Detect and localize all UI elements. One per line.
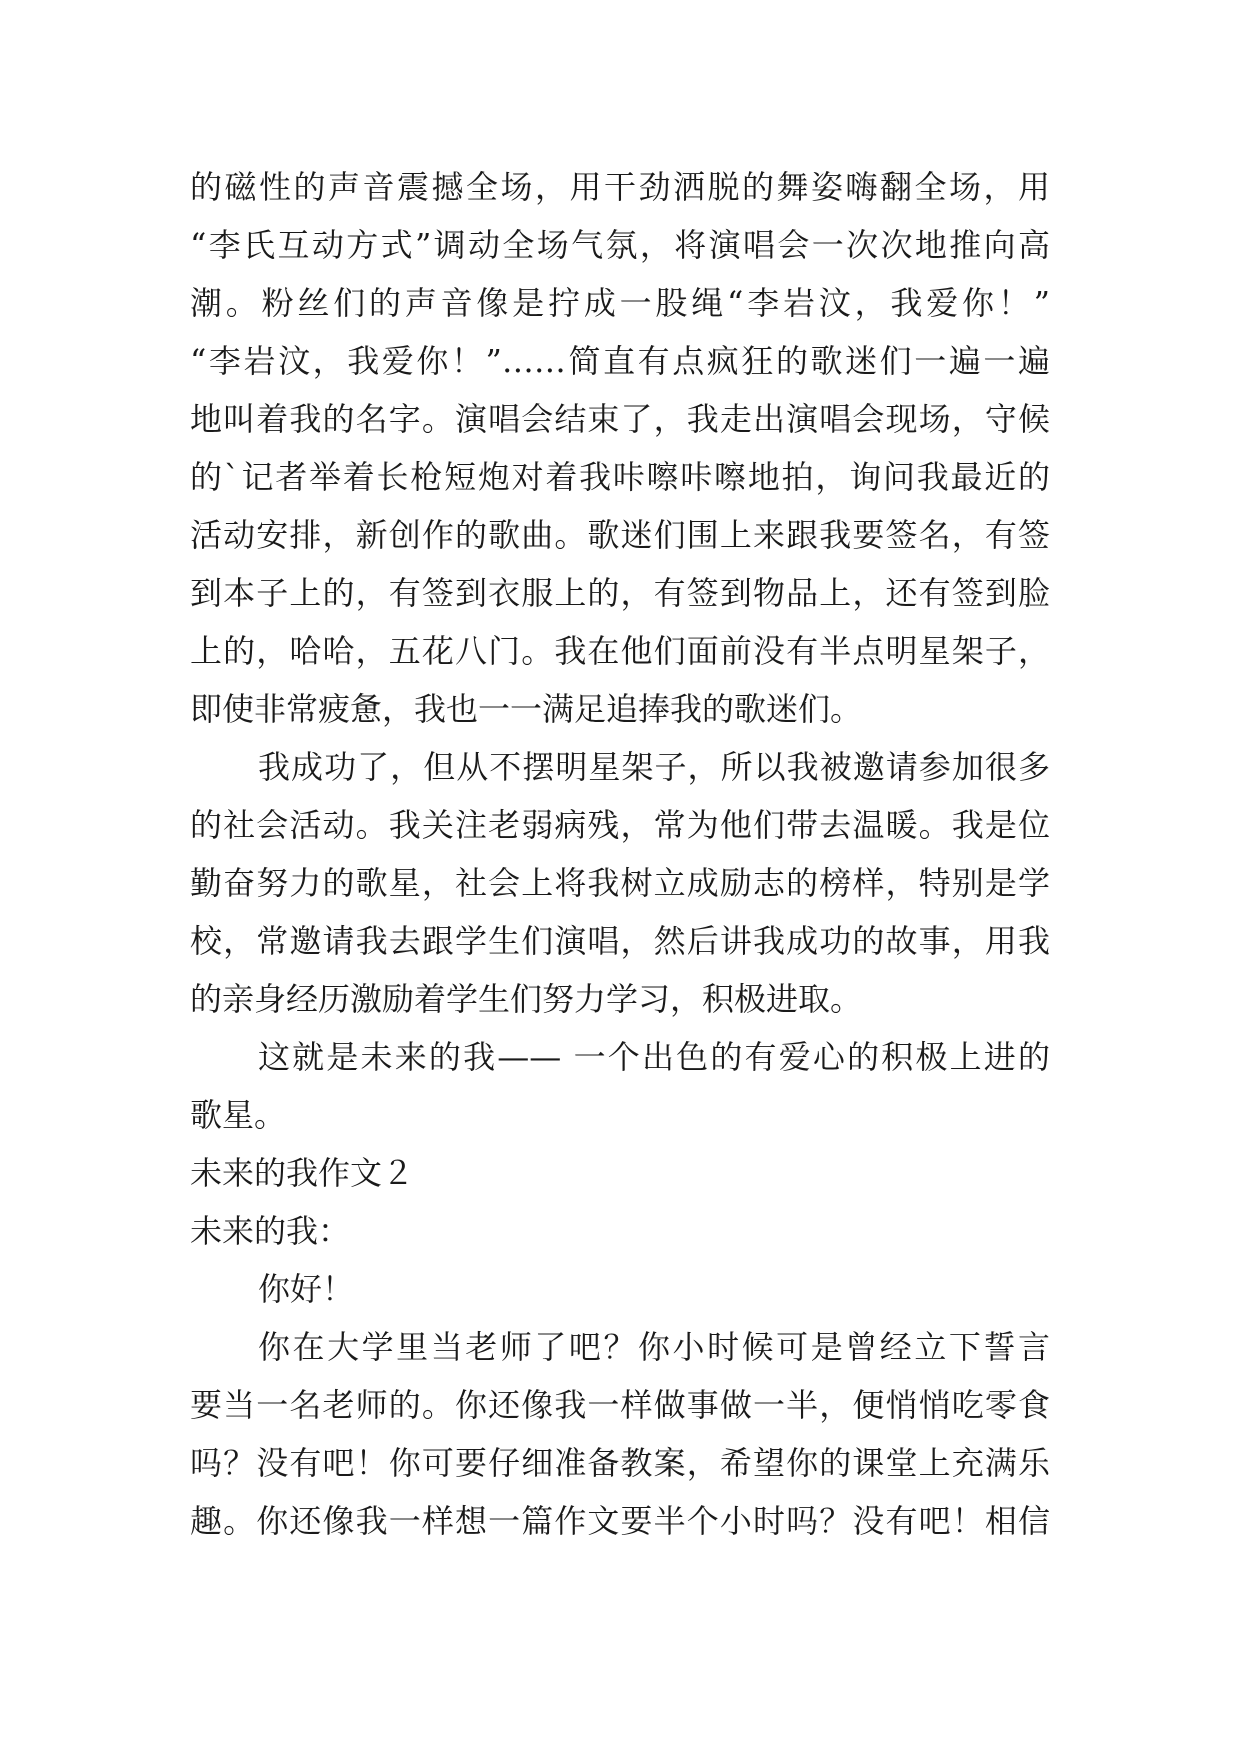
letter-greeting: 你好！: [258, 1270, 355, 1308]
text-line: 的磁性的声音震撼全场，用干劲洒脱的舞姿嗨翻全场，用: [190, 168, 1050, 206]
text-line: 趣。你还像我一样想一篇作文要半个小时吗？没有吧！相信: [190, 1502, 1050, 1540]
text-line: 的`记者举着长枪短炮对着我咔嚓咔嚓地拍，询问我最近的: [190, 458, 1050, 496]
text-line: 到本子上的，有签到衣服上的，有签到物品上，还有签到脸: [190, 574, 1050, 612]
text-line: 校，常邀请我去跟学生们演唱，然后讲我成功的故事，用我: [190, 922, 1050, 960]
text-line: 要当一名老师的。你还像我一样做事做一半，便悄悄吃零食: [190, 1386, 1050, 1424]
paragraph-first-line: 你在大学里当老师了吧？你小时候可是曾经立下誓言: [258, 1328, 1050, 1366]
section-heading: 未来的我作文２: [190, 1154, 415, 1192]
text-line: “李岩汶，我爱你！”……简直有点疯狂的歌迷们一遍一遍: [190, 342, 1050, 380]
text-line: 吗？没有吧！你可要仔细准备教案，希望你的课堂上充满乐: [190, 1444, 1050, 1482]
text-line: 活动安排，新创作的歌曲。歌迷们围上来跟我要签名，有签: [190, 516, 1050, 554]
text-line: 上的，哈哈，五花八门。我在他们面前没有半点明星架子，: [190, 632, 1050, 670]
paragraph-first-line: 我成功了，但从不摆明星架子，所以我被邀请参加很多: [258, 748, 1050, 786]
text-line: 即使非常疲惫，我也一一满足追捧我的歌迷们。: [190, 690, 863, 728]
text-line: 地叫着我的名字。演唱会结束了，我走出演唱会现场，守候: [190, 400, 1050, 438]
paragraph-first-line: 这就是未来的我—— 一个出色的有爱心的积极上进的: [258, 1038, 1050, 1076]
text-line: 潮。粉丝们的声音像是拧成一股绳“李岩汶，我爱你！”: [190, 284, 1050, 322]
text-line: 勤奋努力的歌星，社会上将我树立成励志的榜样，特别是学: [190, 864, 1050, 902]
text-line: 的亲身经历激励着学生们努力学习，积极进取。: [190, 980, 863, 1018]
text-line: 的社会活动。我关注老弱病残，常为他们带去温暖。我是位: [190, 806, 1050, 844]
text-line: 歌星。: [190, 1096, 287, 1134]
text-line: “李氏互动方式”调动全场气氛，将演唱会一次次地推向高: [190, 226, 1050, 264]
letter-salutation: 未来的我：: [190, 1212, 351, 1250]
